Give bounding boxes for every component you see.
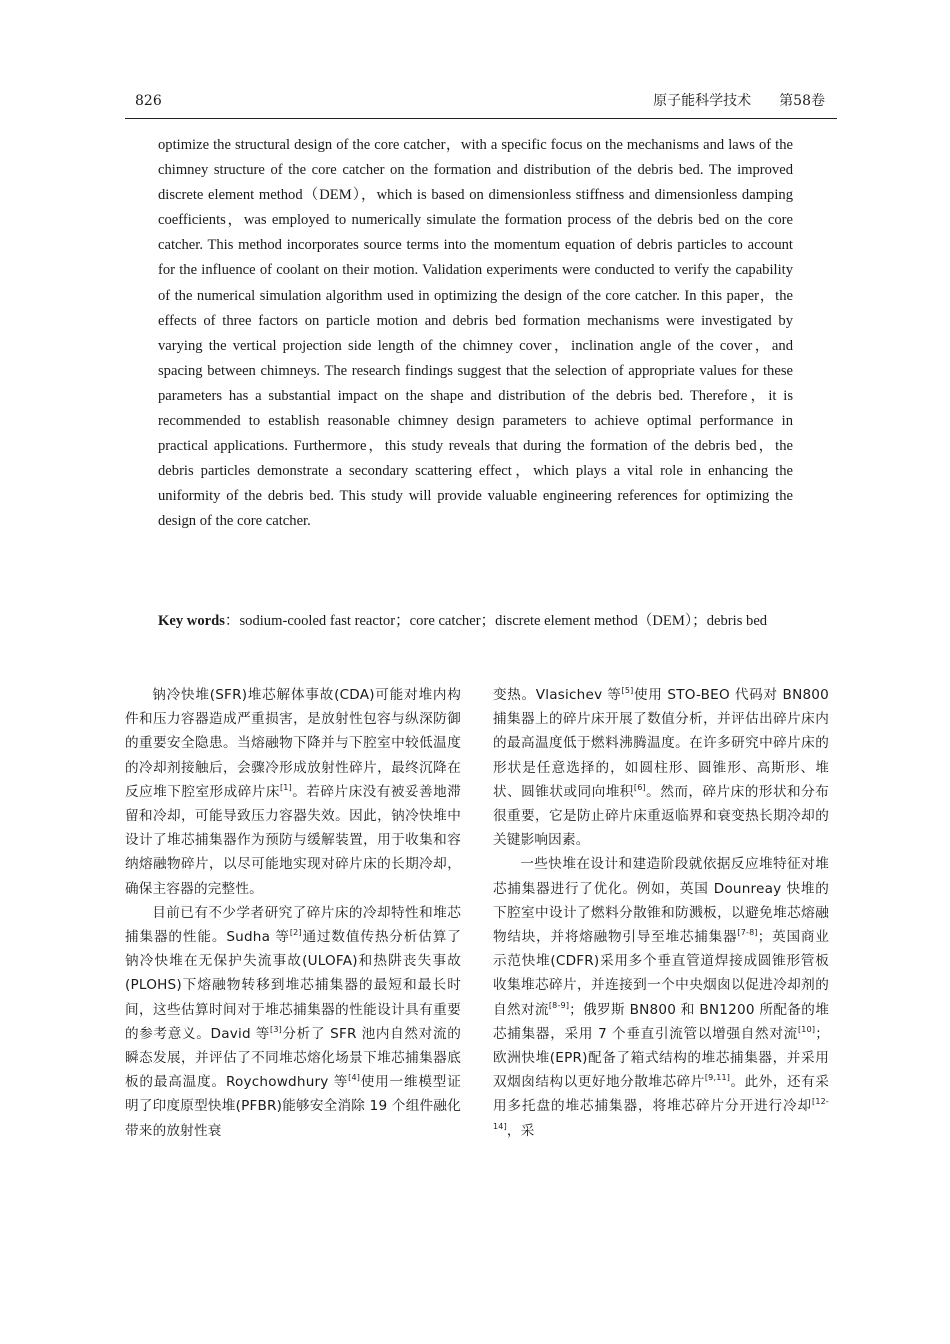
body-column-right	[493, 683, 829, 1143]
keywords-text: ：sodium-cooled fast reactor；core catcher；discrete element method（DEM）；debris bed	[224, 613, 768, 629]
citation: [10]	[797, 1024, 816, 1034]
citation: [7-8]	[737, 928, 758, 938]
citation: [3]	[270, 1024, 282, 1034]
citation: [9,11]	[704, 1073, 731, 1083]
citation: [2]	[289, 928, 302, 938]
citation: [1]	[279, 782, 292, 792]
journal-name: 原子能科学技术	[653, 93, 752, 109]
paragraph: 一些快堆在设计和建造阶段就依据反应堆特征对堆芯捕集器进行了优化。例如，英国 Dounreay 快堆的下腔室中设计了燃料分散锥和防溅板，以避免堆芯熔融物结块，并将熔融物引导至堆芯捕集器[7-8]；英国商业示范快堆(CDFR)采用多个垂直管道焊接成圆锥形管板收集堆芯碎片，并连接到一个中央烟囱以促进冷却剂的自然对流[8-9]；俄罗斯 BN800 和 BN1200 所配备的堆芯捕集器，采用 7 个垂直引流管以增强自然对流[10]；欧洲快堆(EPR)配备了箱式结构的堆芯捕集器，并采用双烟囱结构以更好地分散堆芯碎片[9,11]。此外，还有采用多托盘的堆芯捕集器，将堆芯碎片分开进行冷却[12-14]，采	[493, 856, 829, 1139]
citation: [12-14]	[493, 1097, 829, 1131]
citation: [8-9]	[548, 1000, 570, 1010]
body-column-left	[125, 683, 461, 1143]
volume-label: 第58卷	[779, 93, 825, 109]
citation: [4]	[348, 1073, 361, 1083]
paragraph: 钠冷快堆(SFR)堆芯解体事故(CDA)可能对堆内构件和压力容器造成严重损害，是放射性包容与纵深防御的重要安全隐患。当熔融物下降并与下腔室中较低温度的冷却剂接触后，会骤冷形成放射性碎片，最终沉降在反应堆下腔室形成碎片床[1]。若碎片床没有被妥善地滞留和冷却，可能导致压力容器失效。因此，钠冷快堆中设计了堆芯捕集器作为预防与缓解装置，用于收集和容纳熔融物碎片，以尽可能地实现对碎片床的长期冷却，确保主容器的完整性。	[125, 687, 461, 897]
paragraph: 变热。Vlasichev 等[5]使用 STO-BEO 代码对 BN800 捕集器上的碎片床开展了数值分析，并评估出碎片床内的最高温度低于燃料沸腾温度。在许多研究中碎片床的形状是任意选择的，如圆柱形、圆锥形、高斯形、堆状、圆锥状或同向堆积[6]。然而，碎片床的形状和分布很重要，它是防止碎片床重返临界和衰变热长期冷却的关键影响因素。	[493, 686, 830, 849]
citation: [6]	[633, 782, 646, 792]
keywords	[158, 609, 793, 634]
citation: [5]	[621, 686, 634, 695]
header-divider	[125, 118, 837, 119]
keywords-label: Key words	[158, 613, 225, 629]
journal-info	[653, 90, 825, 112]
page-number: 826	[135, 93, 162, 109]
paragraph: 目前已有不少学者研究了碎片床的冷却特性和堆芯捕集器的性能。Sudha 等[2]通过数值传热分析估算了钠冷快堆在无保护失流事故(ULOFA)和热阱丧失事故(PLOHS)下熔融物转移到堆芯捕集器的最短和最长时间，这些估算时间对于堆芯捕集器的性能设计具有重要的参考意义。David 等[3]分析了 SFR 池内自然对流的瞬态发展，并评估了不同堆芯熔化场景下堆芯捕集器底板的最高温度。Roychowdhury 等[4]使用一维模型证明了印度原型快堆(PFBR)能够安全消除 19 个组件融化带来的放射性衰	[125, 904, 462, 1139]
english-abstract: optimize the structural design of the core catcher，with a specific focus on the mechanisms and laws of the chimney structure of the core catcher on the formation and distribution of the debris bed. The improved discrete element method（DEM），which is based on dimensionless stiffness and dimensionless damping coefficients，was employed to numerically simulate the formation process of the debris bed on the core catcher. This method incorporates source terms into the momentum equation of debris particles to account for the influence of coolant on their motion. Validation experiments were conducted to verify the capability of the numerical simulation algorithm used in optimizing the design of the core catcher. In this paper，the effects of three factors on particle motion and debris bed formation mechanisms were investigated by varying the vertical projection side length of the chimney cover，inclination angle of the cover，and spacing between chimneys. The research findings suggest that the selection of appropriate values for these parameters has a substantial impact on the shape and distribution of the debris bed. Therefore，it is recommended to establish reasonable chimney design parameters to achieve optimal performance in practical applications. Furthermore，this study reveals that during the formation of the debris bed，the debris particles demonstrate a secondary scattering effect，which plays a vital role in enhancing the uniformity of the debris bed. This study will provide valuable engineering references for optimizing the design of the core catcher.	[158, 137, 793, 530]
page-header	[125, 90, 825, 112]
